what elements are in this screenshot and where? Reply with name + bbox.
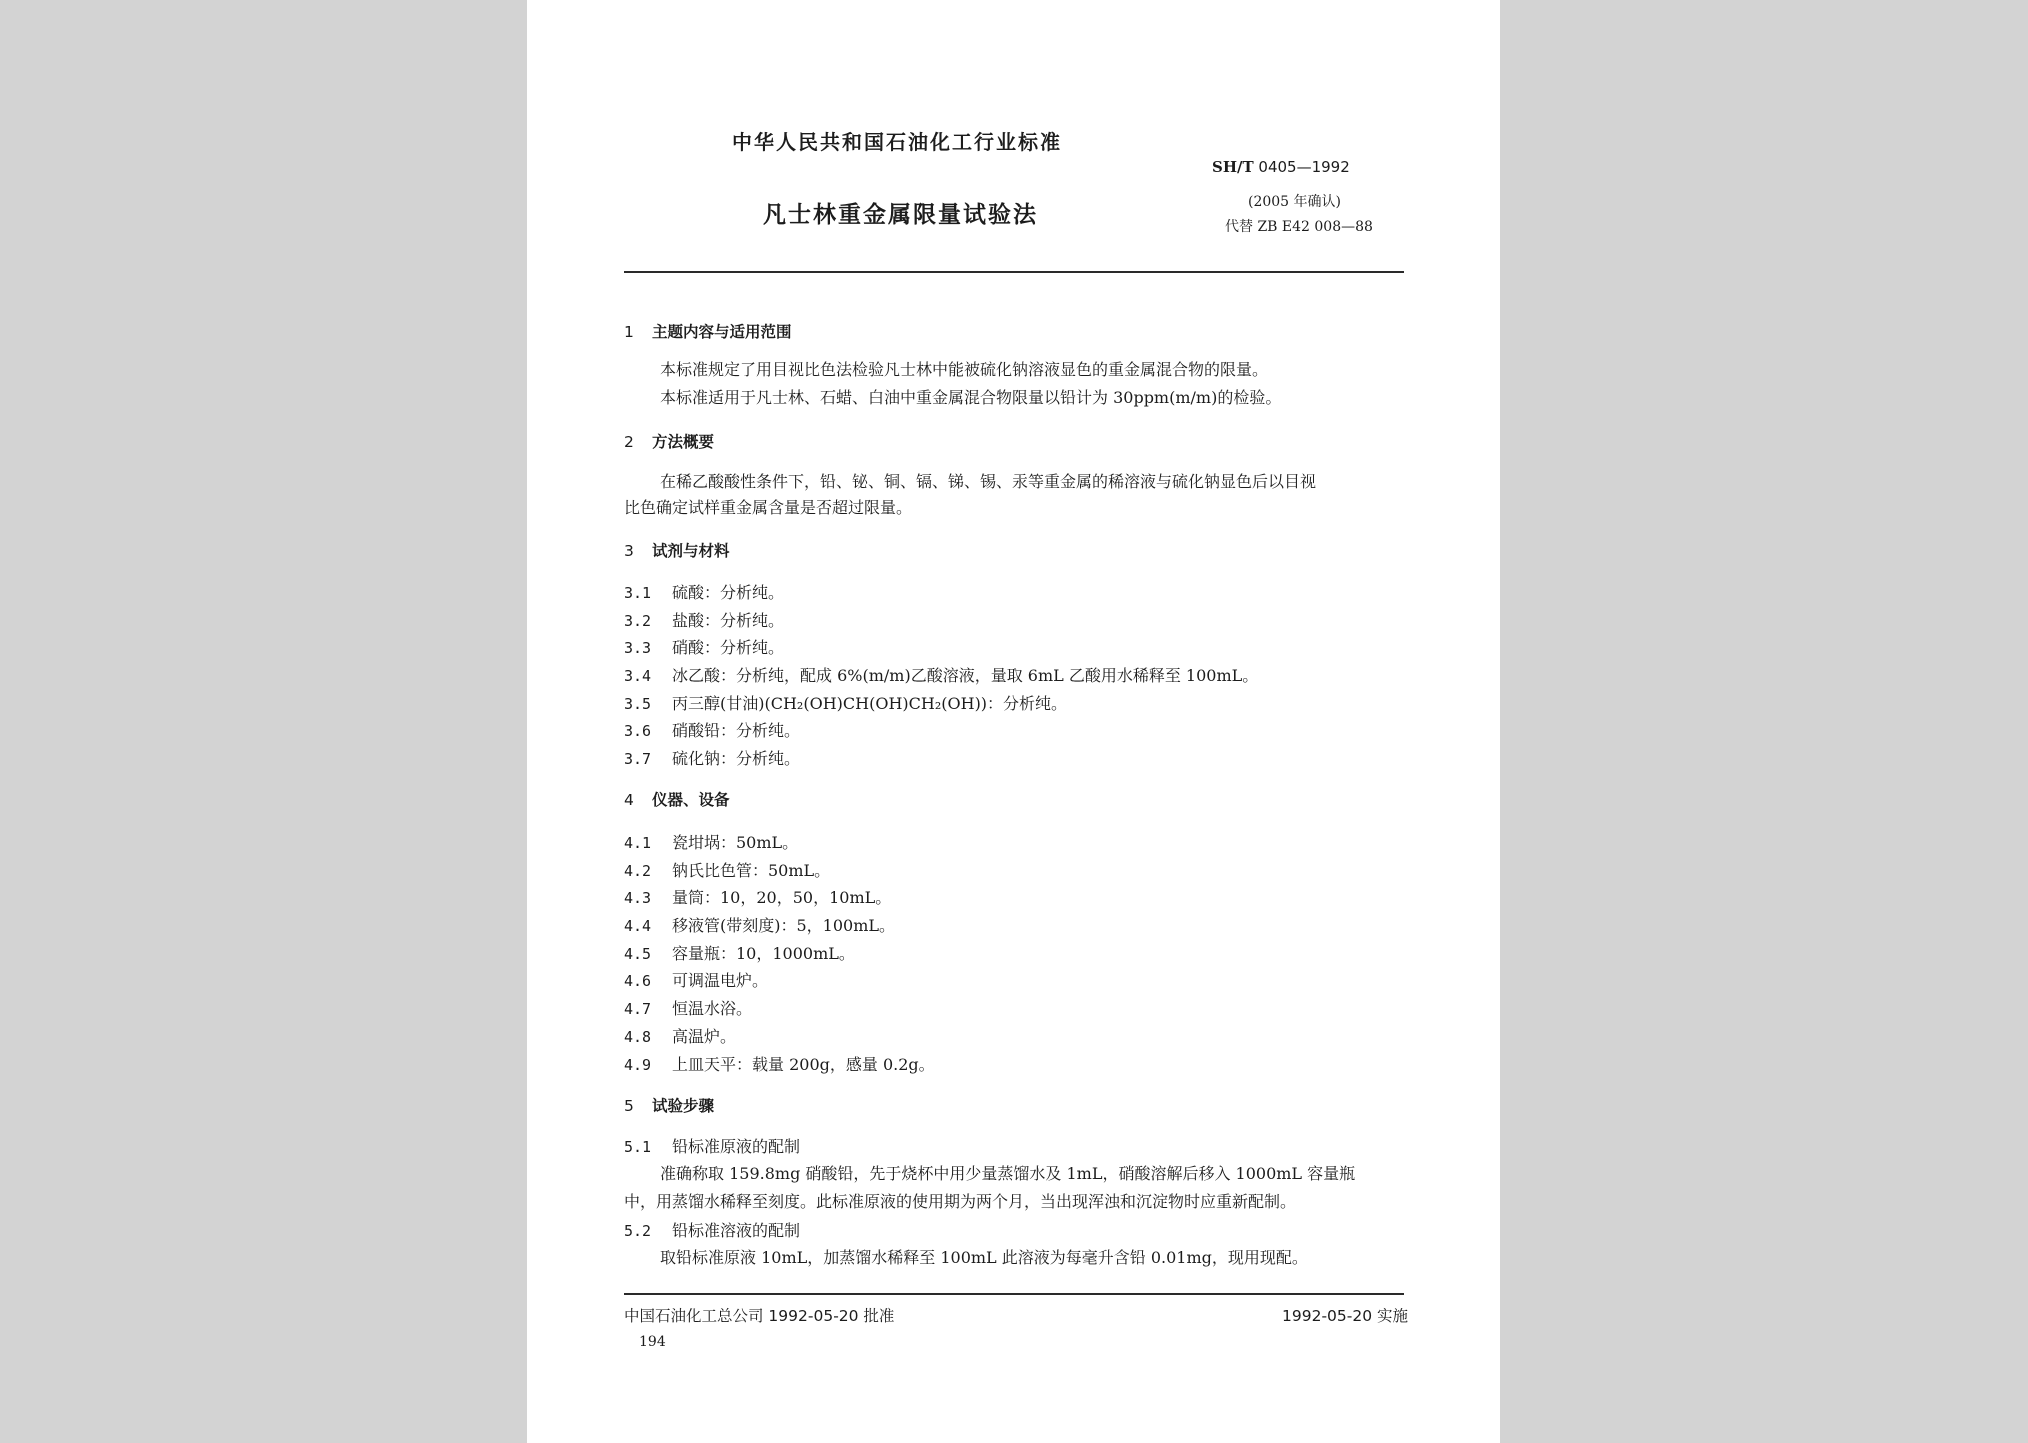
section-2-title: 方法概要 — [652, 433, 715, 451]
section-1-paragraph-1: 本标准规定了用目视比色法检验凡士林中能被硫化钠溶液显色的重金属混合物的限量。 — [660, 360, 1269, 379]
list-item — [624, 968, 768, 991]
list-item — [624, 635, 784, 658]
list-item — [624, 608, 784, 631]
subsection-5-1-line-1: 准确称取 159.8mg 硝酸铅，先于烧杯中用少量蒸馏水及 1mL，硝酸溶解后移入 1000mL 容量瓶 — [660, 1164, 1356, 1183]
item-number: 3.1 — [624, 584, 652, 602]
list-item — [624, 1052, 935, 1075]
approval-note: 中国石油化工总公司 1992-05-20 批准 — [624, 1307, 895, 1325]
header-divider — [624, 271, 1404, 273]
item-text: 硝酸：分析纯。 — [672, 638, 785, 657]
list-item — [624, 941, 855, 964]
list-item — [624, 663, 1258, 686]
item-number: 5.2 — [624, 1222, 652, 1240]
standard-code-number: 0405—1992 — [1253, 158, 1350, 176]
effective-date: 1992-05-20 实施 — [1282, 1307, 1409, 1325]
section-3-heading — [624, 539, 730, 561]
section-5-number: 5 — [624, 1097, 634, 1115]
document-title: 凡士林重金属限量试验法 — [763, 202, 1038, 228]
section-2-number: 2 — [624, 433, 634, 451]
replace-note: 代替 ZB E42 008—88 — [1225, 219, 1373, 235]
section-2-paragraph-line-2: 比色确定试样重金属含量是否超过限量。 — [624, 498, 913, 517]
item-text: 量筒：10，20，50，10mL。 — [672, 888, 892, 907]
section-5-heading — [624, 1094, 714, 1116]
subsection-5-1-line-2: 中，用蒸馏水稀释至刻度。此标准原液的使用期为两个月，当出现浑浊和沉淀物时应重新配制。 — [624, 1192, 1297, 1211]
section-2-paragraph-line-1: 在稀乙酸酸性条件下，铅、铋、铜、镉、锑、锡、汞等重金属的稀溶液与硫化钠显色后以目视 — [660, 472, 1317, 491]
item-text: 硝酸铅：分析纯。 — [672, 721, 801, 740]
item-number: 5.1 — [624, 1138, 652, 1156]
item-text: 硫化钠：分析纯。 — [672, 749, 801, 768]
item-text: 硫酸：分析纯。 — [672, 583, 785, 602]
confirm-note: (2005 年确认) — [1248, 194, 1342, 210]
item-number: 4.6 — [624, 972, 652, 990]
list-item — [624, 996, 752, 1019]
section-4-heading — [624, 788, 730, 810]
item-text: 高温炉。 — [672, 1027, 737, 1046]
list-item — [624, 830, 798, 853]
item-number: 3.5 — [624, 695, 652, 713]
list-item — [624, 1024, 736, 1047]
section-4-number: 4 — [624, 791, 634, 809]
item-number: 3.6 — [624, 722, 652, 740]
item-number: 4.1 — [624, 834, 652, 852]
standard-code-prefix: SH/T — [1212, 158, 1254, 176]
item-text: 钠氏比色管：50mL。 — [672, 861, 831, 880]
list-item — [624, 858, 830, 881]
list-item — [624, 913, 895, 936]
page-number: 194 — [639, 1334, 666, 1350]
item-number: 4.2 — [624, 862, 652, 880]
item-text: 移液管(带刻度)：5，100mL。 — [672, 916, 896, 935]
item-text: 上皿天平：载量 200g，感量 0.2g。 — [672, 1055, 935, 1074]
section-1-number: 1 — [624, 323, 634, 341]
section-2-heading — [624, 430, 714, 452]
item-number: 4.5 — [624, 945, 652, 963]
org-title: 中华人民共和国石油化工行业标准 — [732, 130, 1062, 154]
list-item — [624, 885, 891, 908]
list-item — [624, 718, 800, 741]
item-text: 盐酸：分析纯。 — [672, 611, 785, 630]
subsection-5-2-heading — [624, 1218, 800, 1241]
item-text: 铅标准原液的配制 — [672, 1137, 801, 1156]
item-text: 冰乙酸：分析纯，配成 6%(m/m)乙酸溶液，量取 6mL 乙酸用水稀释至 100mL。 — [672, 666, 1259, 685]
item-text: 可调温电炉。 — [672, 971, 769, 990]
item-number: 3.7 — [624, 750, 652, 768]
section-3-title: 试剂与材料 — [652, 542, 730, 560]
item-number: 3.2 — [624, 612, 652, 630]
standard-code — [1212, 158, 1350, 176]
list-item — [624, 580, 784, 603]
item-text: 恒温水浴。 — [672, 999, 753, 1018]
item-number: 4.7 — [624, 1000, 652, 1018]
section-1-paragraph-2: 本标准适用于凡士林、石蜡、白油中重金属混合物限量以铅计为 30ppm(m/m)的检验。 — [660, 388, 1282, 407]
section-1-title: 主题内容与适用范围 — [652, 323, 792, 341]
section-5-title: 试验步骤 — [652, 1097, 715, 1115]
item-number: 3.4 — [624, 667, 652, 685]
document-page — [527, 0, 1500, 1443]
item-text: 容量瓶：10，1000mL。 — [672, 944, 855, 963]
item-number: 4.3 — [624, 889, 652, 907]
list-item — [624, 746, 800, 769]
section-4-title: 仪器、设备 — [652, 791, 730, 809]
list-item — [624, 691, 1067, 714]
subsection-5-1-heading — [624, 1134, 800, 1157]
section-1-heading — [624, 320, 792, 342]
item-number: 4.4 — [624, 917, 652, 935]
footer-divider — [624, 1293, 1404, 1295]
item-text: 丙三醇(甘油)(CH₂(OH)CH(OH)CH₂(OH))：分析纯。 — [672, 694, 1068, 713]
section-3-number: 3 — [624, 542, 634, 560]
item-number: 4.9 — [624, 1056, 652, 1074]
item-text: 铅标准溶液的配制 — [672, 1221, 801, 1240]
item-text: 瓷坩埚：50mL。 — [672, 833, 799, 852]
subsection-5-2-line-1: 取铅标准原液 10mL，加蒸馏水稀释至 100mL 此溶液为每毫升含铅 0.01mg，现用现配。 — [660, 1248, 1308, 1267]
item-number: 3.3 — [624, 639, 652, 657]
item-number: 4.8 — [624, 1028, 652, 1046]
